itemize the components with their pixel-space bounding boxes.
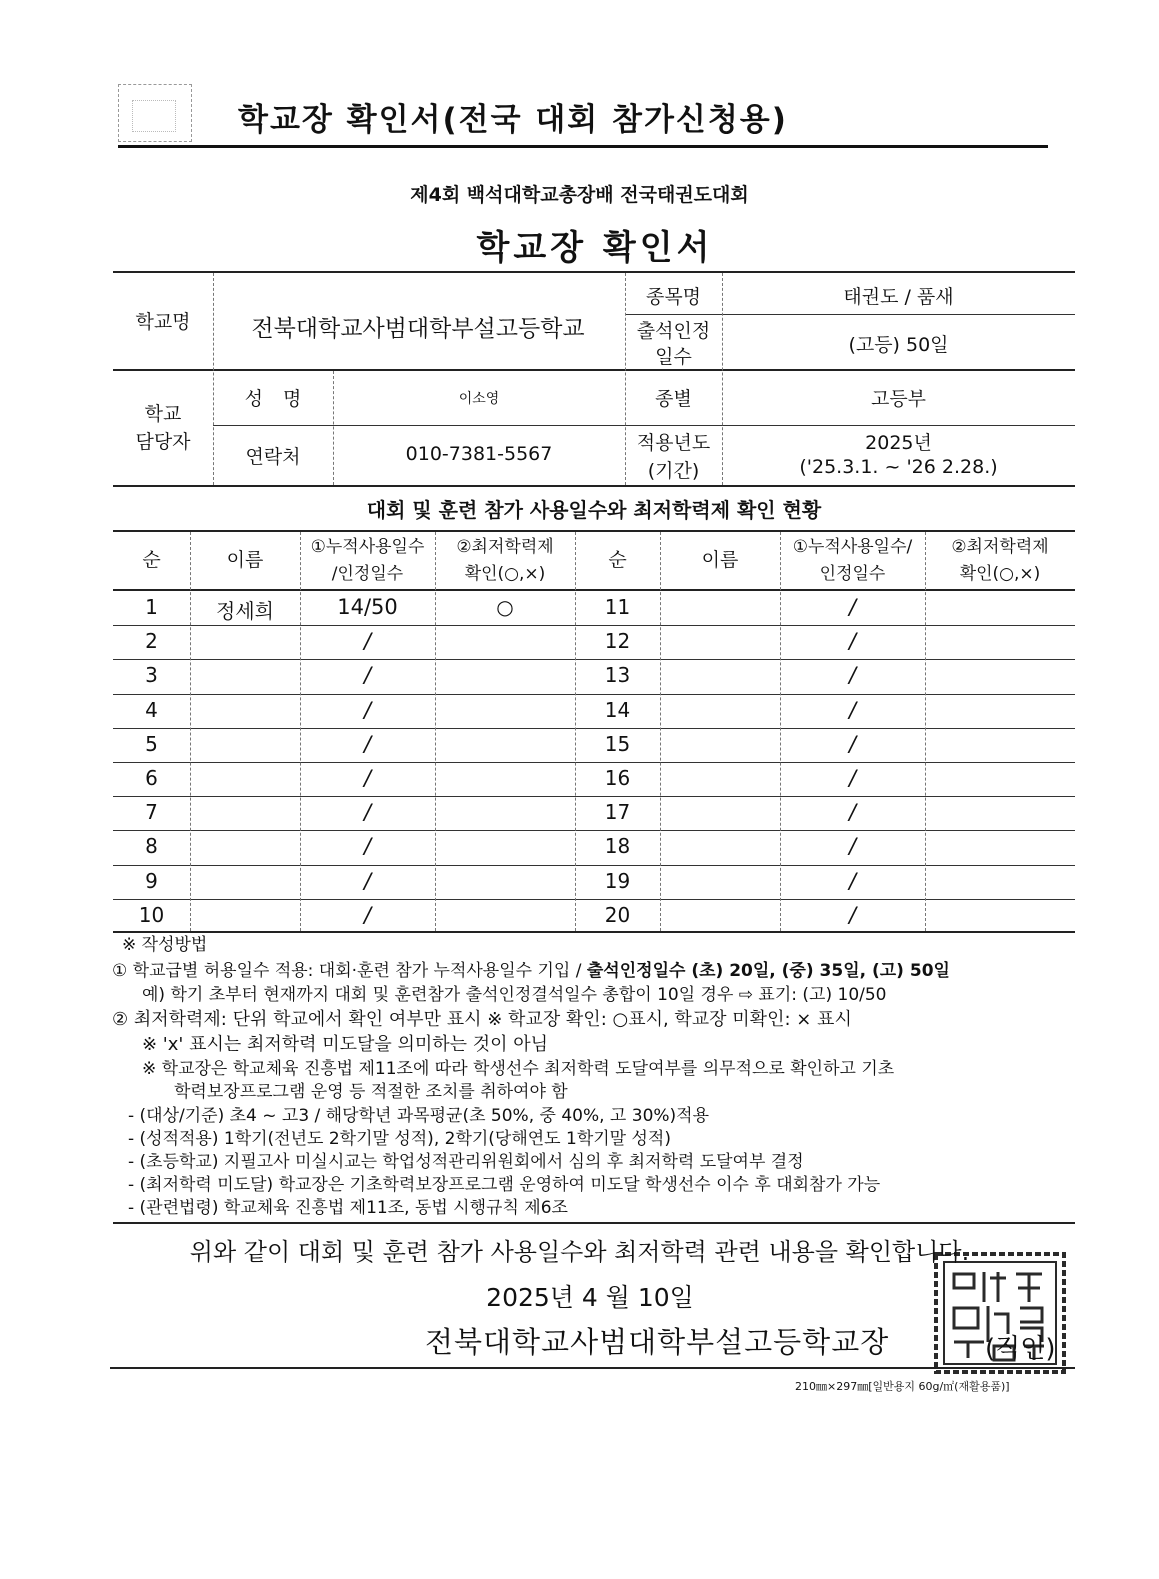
cell-right-no: 13: [604, 663, 631, 687]
cell-right-no: 19: [604, 869, 631, 893]
row-divider: [113, 830, 1075, 831]
header-days-right-2: 인정일수: [819, 564, 886, 584]
seal-label: (직인): [985, 1334, 1056, 1364]
cell-right-days: /: [848, 869, 857, 893]
school-value: 전북대학교사범대학부설고등학교: [251, 316, 585, 342]
header-days-right-1: ①누적사용일수/: [792, 537, 913, 557]
row-divider: [113, 796, 1075, 797]
cell-right-days: /: [848, 766, 857, 790]
cell-left-days: /: [363, 663, 372, 687]
cell-right-no: 11: [604, 595, 631, 619]
note-1-example: 예) 학기 초부터 현재까지 대회 및 훈련참가 출석인정결석일수 총합이 10일 경우 ⇨ 표기: (고) 10/50: [142, 985, 887, 1005]
main-title: 학교장 확인서: [476, 228, 714, 268]
cell-left-no: 10: [138, 903, 165, 927]
event-subtitle: 제4회 백석대학교총장배 전국태권도대회: [410, 184, 749, 206]
notes-heading: ※ 작성방법: [122, 935, 208, 955]
year-label-2: (기간): [647, 460, 700, 482]
stamp-placeholder-inner: [132, 100, 176, 132]
cell-left-no: 9: [145, 869, 158, 893]
table-vline: [925, 532, 926, 931]
cell-left-no: 7: [145, 800, 158, 824]
cell-right-days: /: [848, 732, 857, 756]
cell-right-days: /: [848, 663, 857, 687]
cell-right-days: /: [848, 903, 857, 927]
year-value-2: ('25.3.1. ~ '26 2.28.): [799, 456, 998, 478]
principal-signature: 전북대학교사범대학부설고등학교장: [425, 1325, 890, 1359]
header-name-right: 이름: [701, 549, 739, 571]
cell-left-days: /: [363, 766, 372, 790]
cell-left-days: /: [363, 800, 372, 824]
school-label: 학교명: [135, 311, 191, 333]
info-bottom-rule: [113, 485, 1075, 487]
year-label-1: 적용년도: [636, 432, 711, 454]
confirmation-statement: 위와 같이 대회 및 훈련 참가 사용일수와 최저학력 관련 내용을 확인합니다.: [189, 1238, 970, 1266]
note-bullet-2: - (성적적용) 1학기(전년도 2학기말 성적), 2학기(당해연도 1학기말 성적): [128, 1129, 671, 1149]
cell-right-no: 20: [604, 903, 631, 927]
cell-left-days: 14/50: [337, 595, 398, 619]
info-inner-rule: [625, 314, 1075, 315]
header-seq-left: 순: [142, 549, 161, 571]
cell-right-no: 16: [604, 766, 631, 790]
row-divider: [113, 728, 1075, 729]
note-1-bold: 출석인정일수 (초) 20일, (중) 35일, (고) 50일: [586, 961, 950, 981]
note-2-duty-2: 학력보장프로그램 운영 등 적절한 조치를 취하여야 함: [174, 1082, 568, 1102]
year-value-1: 2025년: [865, 432, 932, 454]
notes-bottom-rule: [113, 1222, 1075, 1224]
note-2-duty-1: ※ 학교장은 학교체육 진흥법 제11조에 따라 학생선수 최저학력 도달여부를 의무적으로 확인하고 기초: [142, 1059, 895, 1079]
cell-right-no: 12: [604, 629, 631, 653]
cell-left-no: 3: [145, 663, 158, 687]
cell-right-days: /: [848, 800, 857, 824]
cell-left-days: /: [363, 869, 372, 893]
contact-value: 010-7381-5567: [405, 443, 553, 465]
cell-left-check: ○: [496, 595, 514, 619]
cell-left-days: /: [363, 698, 372, 722]
contact-label: 연락처: [245, 446, 301, 468]
name-value: 이소영: [458, 391, 500, 407]
table-bottom-rule: [113, 931, 1075, 933]
table-vline: [435, 532, 436, 931]
header-check-left-1: ②최저학력제: [456, 537, 554, 557]
paper-spec-note: 210㎜×297㎜[일반용지 60g/㎡(재활용품)]: [795, 1380, 1010, 1393]
cell-right-days: /: [848, 698, 857, 722]
note-bullet-3: - (초등학교) 지필고사 미실시교는 학업성적관리위원회에서 심의 후 최저학력 도달여부 결정: [128, 1152, 804, 1172]
cell-left-no: 2: [145, 629, 158, 653]
info-mid-rule: [113, 369, 1075, 371]
cell-right-no: 18: [604, 834, 631, 858]
signature-date: 2025년 4 월 10일: [486, 1283, 694, 1312]
cell-right-days: /: [848, 595, 857, 619]
division-value: 고등부: [870, 388, 927, 410]
cell-left-days: /: [363, 834, 372, 858]
header-days-left-2: /인정일수: [331, 564, 404, 584]
note-2: ② 최저학력제: 단위 학교에서 확인 여부만 표시 ※ 학교장 확인: ○표시, 학교장 미확인: × 표시: [112, 1009, 852, 1030]
row-divider: [113, 694, 1075, 695]
cell-left-name: 정세희: [216, 599, 274, 623]
cell-right-no: 15: [604, 732, 631, 756]
header-seq-right: 순: [608, 549, 627, 571]
cell-right-no: 17: [604, 800, 631, 824]
attendance-value: (고등) 50일: [848, 334, 949, 356]
header-check-left-2: 확인(○,×): [464, 564, 546, 584]
table-header-rule: [113, 589, 1075, 591]
row-divider: [113, 762, 1075, 763]
cell-right-days: /: [848, 834, 857, 858]
note-bullet-4: - (최저학력 미도달) 학교장은 기초학력보장프로그램 운영하여 미도달 학생선수 이수 후 대회참가 가능: [128, 1175, 881, 1195]
table-top-rule: [113, 530, 1075, 532]
document-title: 학교장 확인서(전국 대회 참가신청용): [238, 102, 788, 138]
cell-right-no: 14: [604, 698, 631, 722]
row-divider: [113, 659, 1075, 660]
cell-left-days: /: [363, 732, 372, 756]
table-vline: [190, 532, 191, 931]
row-divider: [113, 865, 1075, 866]
cell-left-no: 8: [145, 834, 158, 858]
attendance-label-2: 일수: [655, 346, 692, 368]
note-bullet-1: - (대상/기준) 초4 ~ 고3 / 해당학년 과목평균(초 50%, 중 40%, 고 30%)적용: [128, 1106, 710, 1126]
footer-rule: [110, 1367, 1075, 1369]
header-check-right-1: ②최저학력제: [951, 537, 1049, 557]
event-value: 태권도 / 품새: [843, 286, 954, 308]
manager-label-1: 학교: [144, 403, 182, 425]
note-1-text: ① 학교급별 허용일수 적용: 대회·훈련 참가 누적사용일수 기입 /: [112, 961, 587, 981]
attendance-label-1: 출석인정: [636, 320, 711, 342]
cell-left-days: /: [363, 629, 372, 653]
event-label: 종목명: [645, 286, 702, 308]
cell-right-days: /: [848, 629, 857, 653]
manager-label-2: 담당자: [135, 431, 191, 453]
row-divider: [113, 625, 1075, 626]
cell-left-no: 6: [145, 766, 158, 790]
header-check-right-2: 확인(○,×): [959, 564, 1041, 584]
note-bullet-5: - (관련법령) 학교체육 진흥법 제11조, 동법 시행규칙 제6조: [128, 1198, 568, 1218]
row-divider: [113, 899, 1075, 900]
note-2-x: ※ 'x' 표시는 최저학력 미도달을 의미하는 것이 아님: [142, 1034, 549, 1055]
cell-left-no: 1: [145, 595, 158, 619]
section-title: 대회 및 훈련 참가 사용일수와 최저학력제 확인 현황: [366, 498, 822, 522]
cell-left-no: 5: [145, 732, 158, 756]
header-name-left: 이름: [226, 549, 264, 571]
note-1: [112, 960, 950, 983]
info-top-rule: [113, 271, 1075, 273]
table-vline: [660, 532, 661, 931]
cell-left-no: 4: [145, 698, 158, 722]
title-rule: [118, 145, 1048, 148]
name-label: 성 명: [244, 388, 302, 410]
header-days-left-1: ①누적사용일수: [310, 537, 425, 557]
cell-left-days: /: [363, 903, 372, 927]
division-label: 종별: [655, 388, 692, 410]
info-inner-rule-2: [213, 425, 1075, 426]
